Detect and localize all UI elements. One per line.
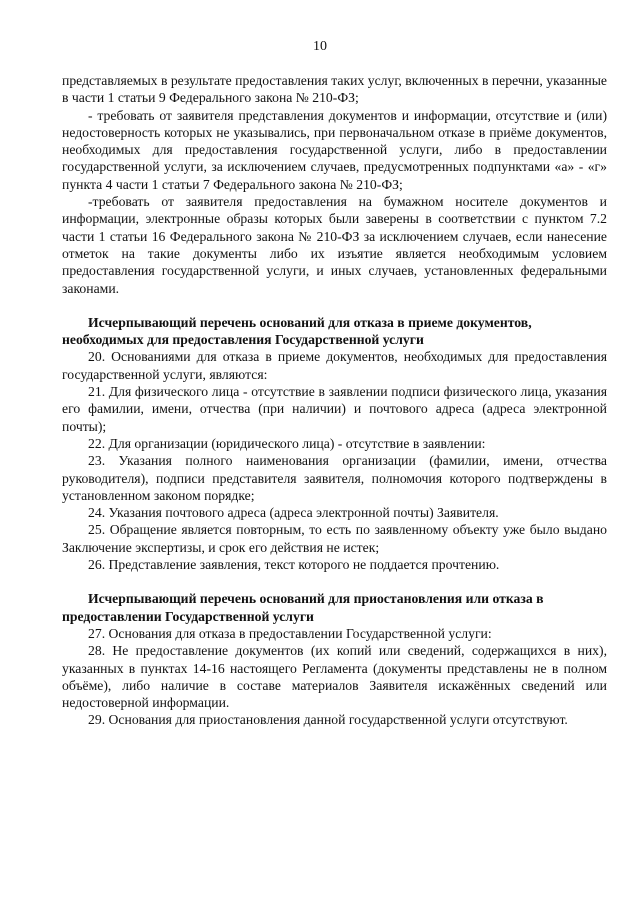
- clause-23: 23. Указания полного наименования организации (фамилии, имени, отчества руководителя), подписи представителя заявителя, полномочия которого подтверждены в установленном законом порядке;: [62, 453, 607, 503]
- paragraph-continuation: представляемых в результате предоставления таких услуг, включенных в перечни, указанные в части 1 статьи 9 Федерального закона № 210-ФЗ;: [62, 73, 607, 106]
- document-body: [62, 72, 607, 729]
- clause-20: 20. Основаниями для отказа в приеме документов, необходимых для предоставления государственной услуги, являются:: [62, 349, 607, 382]
- clause-21: 21. Для физического лица - отсутствие в заявлении подписи физического лица, указания его фамилии, имени, отчества (при наличии) и почтового адреса (адреса электронной почты);: [62, 384, 607, 434]
- clause-25: 25. Обращение является повторным, то есть по заявленному объекту уже было выдано Заключение экспертизы, и срок его действия не истек;: [62, 522, 607, 555]
- clause-22: 22. Для организации (юридического лица) - отсутствие в заявлении:: [88, 435, 486, 451]
- clause-28: 28. Не предоставление документов (их копий или сведений, содержащихся в них), указанных в пунктах 14-16 настоящего Регламента (документы представлены не в полном объёме), либо наличие в составе материалов Заявителя искажённых сведений или недостоверной информации.: [62, 643, 607, 711]
- clause-29: 29. Основания для приостановления данной государственной услуги отсутствуют.: [88, 712, 568, 728]
- paragraph-requirement-1: - требовать от заявителя представления документов и информации, отсутствие и (или) недостоверность которых не указывались, при первоначальном отказе в приёме документов, необходимых для предоставления государственной услуги, либо в предоставлении государственной услуги, за исключением случаев, предусмотренных подпунктами «а» - «г» пункта 4 части 1 статьи 7 Федерального закона № 210-ФЗ;: [62, 107, 607, 192]
- clause-26: 26. Представление заявления, текст которого не поддается прочтению.: [88, 557, 500, 573]
- section-heading-suspension-refusal: Исчерпывающий перечень оснований для приостановления или отказа в предоставлении Государственной услуги: [62, 591, 544, 624]
- clause-27: 27. Основания для отказа в предоставлении Государственной услуги:: [88, 625, 492, 641]
- section-gap: [62, 297, 607, 314]
- page-number: 10: [313, 39, 327, 54]
- section-gap: [62, 573, 607, 590]
- section-heading-refusal-acceptance: Исчерпывающий перечень оснований для отказа в приеме документов, необходимых для предоставления Государственной услуги: [62, 314, 532, 348]
- paragraph-requirement-2: -требовать от заявителя предоставления на бумажном носителе документов и информации, электронные образы которых были заверены в соответствии с пунктом 7.2 части 1 статьи 16 Федерального закона № 210-ФЗ за исключением случаев, если нанесение отметок на такие документы либо их изъятие является необходимым условием предоставления государственной услуги, и иных случаев, установленных федеральными законами.: [62, 194, 607, 296]
- clause-24: 24. Указания почтового адреса (адреса электронной почты) Заявителя.: [88, 505, 499, 521]
